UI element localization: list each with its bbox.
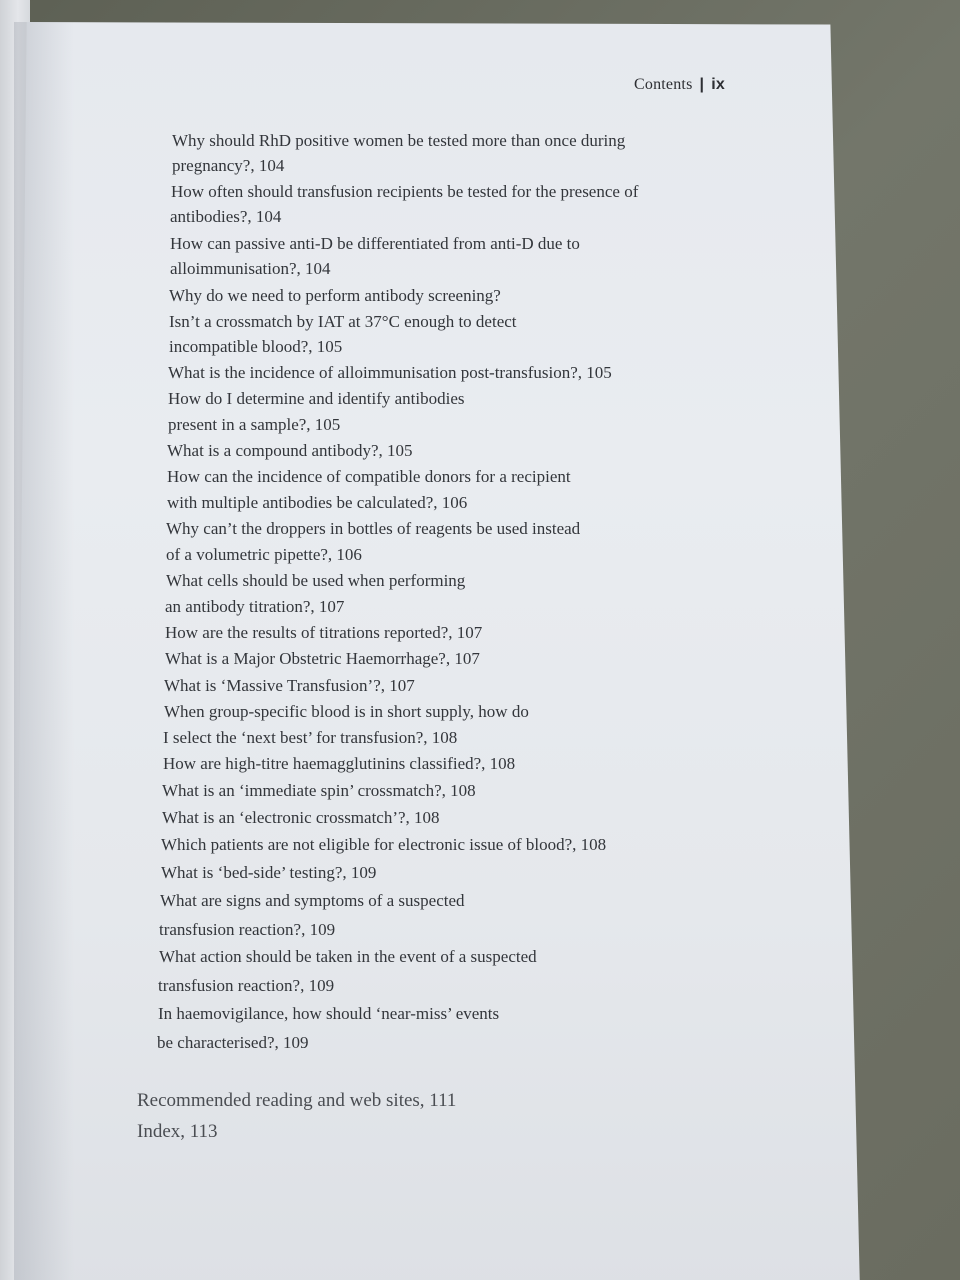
toc-line: Isn’t a crossmatch by IAT at 37°C enough to detect [169, 312, 517, 331]
toc-line: What is an ‘immediate spin’ crossmatch?, 108 [162, 781, 476, 800]
toc-line: transfusion reaction?, 109 [158, 976, 335, 995]
toc-line: What is an ‘electronic crossmatch’?, 108 [162, 808, 440, 827]
toc-line: alloimmunisation?, 104 [170, 259, 331, 278]
toc-line: of a volumetric pipette?, 106 [166, 545, 362, 564]
toc-line: Which patients are not eligible for electronic issue of blood?, 108 [161, 835, 607, 854]
toc-line: When group-specific blood is in short supply, how do [164, 702, 529, 721]
toc-line: pregnancy?, 104 [172, 156, 285, 175]
toc-line: Why do we need to perform antibody screening? [169, 286, 501, 305]
running-header-title: Contents [634, 76, 693, 93]
toc-line: transfusion reaction?, 109 [159, 920, 336, 939]
toc-line: What are signs and symptoms of a suspected [160, 891, 465, 910]
toc-main-entry: Recommended reading and web sites, 111 [137, 1090, 457, 1111]
toc-line: In haemovigilance, how should ‘near-miss’ events [158, 1004, 500, 1023]
toc-line: What is a Major Obstetric Haemorrhage?, 107 [165, 649, 480, 668]
toc-line: incompatible blood?, 105 [169, 337, 343, 356]
toc-line: How are the results of titrations reported?, 107 [165, 623, 483, 642]
toc-line: How often should transfusion recipients be tested for the presence of [171, 182, 639, 201]
toc-line: What is the incidence of alloimmunisation post-transfusion?, 105 [168, 363, 612, 382]
toc-line: How are high-titre haemagglutinins classified?, 108 [163, 754, 516, 773]
toc-line: What action should be taken in the event of a suspected [159, 947, 537, 966]
toc-line: How can passive anti-D be differentiated from anti-D due to [170, 234, 580, 253]
toc-line: Why should RhD positive women be tested more than once during [172, 131, 626, 150]
toc-line: be characterised?, 109 [157, 1033, 309, 1052]
toc-line: What cells should be used when performing [166, 571, 466, 590]
toc-line: How do I determine and identify antibodies [168, 389, 465, 408]
page-number: ix [711, 76, 725, 93]
toc-line: What is ‘Massive Transfusion’?, 107 [164, 676, 415, 695]
toc-line: an antibody titration?, 107 [165, 597, 345, 616]
toc-line: I select the ‘next best’ for transfusion?, 108 [163, 728, 458, 747]
running-header-separator: | [699, 76, 705, 93]
toc-line: with multiple antibodies be calculated?, 106 [167, 493, 468, 512]
toc-main-entry: Index, 113 [137, 1121, 218, 1142]
toc-line: What is a compound antibody?, 105 [167, 441, 413, 460]
toc-line: antibodies?, 104 [170, 207, 282, 226]
toc-line: How can the incidence of compatible donors for a recipient [167, 467, 571, 486]
toc-line: What is ‘bed-side’ testing?, 109 [161, 863, 377, 882]
toc-line: Why can’t the droppers in bottles of reagents be used instead [166, 519, 581, 538]
toc-line: present in a sample?, 105 [168, 415, 341, 434]
